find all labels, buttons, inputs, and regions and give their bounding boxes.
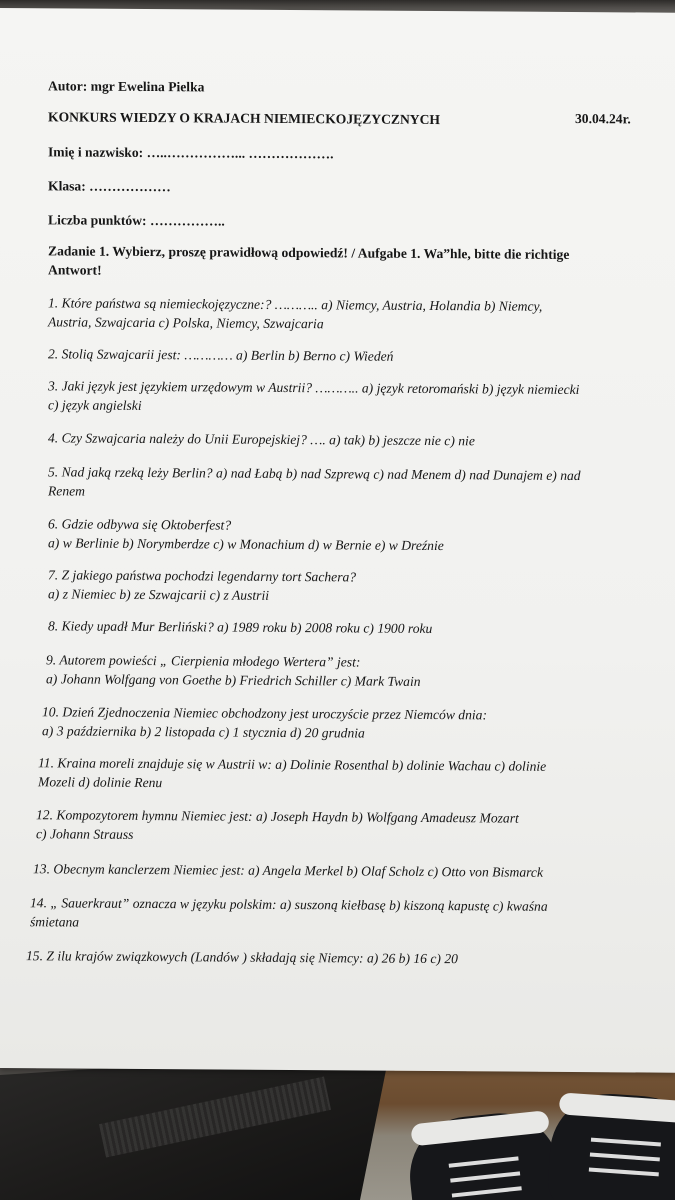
question-6-line1: 6. Gdzie odbywa się Oktoberfest? [48,516,232,533]
question-12-line2: c) Johann Strauss [36,826,134,842]
name-label: Imię i nazwisko: [48,144,144,160]
question-6 [48,514,648,556]
question-7-line2: a) z Niemiec b) ze Szwajcarii c) z Austrii [48,586,270,603]
task-heading-line1: Zadanie 1. Wybierz, proszę prawidłową odpowiedź! / Aufgabe 1. Wa”hle, bitte die richtige [48,243,570,262]
question-4 [48,428,648,451]
paper-sheet [0,8,675,1073]
author-line: Autor: mgr Ewelina Pielka [48,78,205,95]
question-5 [48,462,648,504]
question-3 [48,376,648,418]
question-15 [26,946,626,969]
question-8 [48,616,648,639]
question-1 [48,293,648,335]
name-row [48,144,333,162]
question-12-line1: 12. Kompozytorem hymnu Niemiec jest: a) Joseph Haydn b) Wolfgang Amadeusz Mozart [36,807,519,826]
question-12 [36,805,636,847]
question-7 [48,565,648,607]
question-7-line1: 7. Z jakiego państwa pochodzi legendarny tort Sachera? [48,567,357,585]
question-11-line2: Mozeli d) dolinie Renu [38,774,163,791]
question-15-line1: 15. Z ilu krajów związkowych (Landów ) składają się Niemcy: a) 26 b) 16 c) 20 [26,948,458,967]
task-heading-line2: Antwort! [48,262,102,278]
question-3-line1: 3. Jaki język jest językiem urzędowym w Austrii? ……….. a) język retoromański b) język niemiecki [48,378,580,398]
question-10 [42,702,642,744]
points-label: Liczba punktów: [48,212,147,229]
name-dots: …..……………... ………………. [146,145,334,162]
question-9-line2: a) Johann Wolfgang von Goethe b) Friedrich Schiller c) Mark Twain [46,671,421,689]
class-row [48,178,171,195]
question-11 [38,753,638,795]
question-13 [33,859,633,882]
question-14 [30,893,630,935]
question-13-line1: 13. Obecnym kanclerzem Niemiec jest: a) Angela Merkel b) Olaf Scholz c) Otto von Bismarck [33,861,543,880]
question-5-line2: Renem [48,483,85,499]
document-date: 30.04.24r. [575,111,631,127]
question-6-line2: a) w Berlinie b) Norymberdze c) w Monachium d) w Bernie e) w Dreźnie [48,535,444,554]
question-14-line1: 14. „ Sauerkraut” oznacza w języku polskim: a) suszoną kiełbasę b) kiszoną kapustę c) kwaśna [30,895,548,914]
document-title: KONKURS WIEDZY O KRAJACH NIEMIECKOJĘZYCZNYCH [48,109,440,128]
question-10-line2: a) 3 października b) 2 listopada c) 1 stycznia d) 20 grudnia [42,723,365,741]
question-9 [46,650,646,692]
question-4-line1: 4. Czy Szwajcaria należy do Unii Europejskiej? …. a) tak) b) jeszcze nie c) nie [48,430,475,449]
class-label: Klasa: [48,178,86,194]
class-dots: ……………… [89,178,171,195]
question-10-line1: 10. Dzień Zjednoczenia Niemiec obchodzony jest uroczyście przez Niemców dnia: [42,704,487,723]
question-11-line1: 11. Kraina moreli znajduje się w Austrii w: a) Dolinie Rosenthal b) dolinie Wachau c) dolinie [38,755,547,774]
question-1-line2: Austria, Szwajcaria c) Polska, Niemcy, Szwajcaria [48,314,324,332]
question-3-line2: c) język angielski [48,397,142,413]
question-2-line1: 2. Stolią Szwajcarii jest: ………… a) Berlin b) Berno c) Wiedeń [48,346,394,364]
question-2 [48,344,648,367]
question-14-line2: śmietana [30,914,80,930]
shoe-right [546,1090,675,1200]
question-5-line1: 5. Nad jaką rzeką leży Berlin? a) nad Łabą b) nad Szprewą c) nad Menem d) nad Dunajem e) nad [48,464,581,484]
points-dots: …………….. [149,213,225,229]
question-8-line1: 8. Kiedy upadł Mur Berliński? a) 1989 roku b) 2008 roku c) 1900 roku [48,618,433,637]
question-9-line1: 9. Autorem powieści „ Cierpienia młodego Wertera” jest: [46,652,361,670]
points-row [48,212,225,229]
question-1-line1: 1. Które państwa są niemieckojęzyczne:? ……….. a) Niemcy, Austria, Holandia b) Niemcy, [48,295,543,314]
